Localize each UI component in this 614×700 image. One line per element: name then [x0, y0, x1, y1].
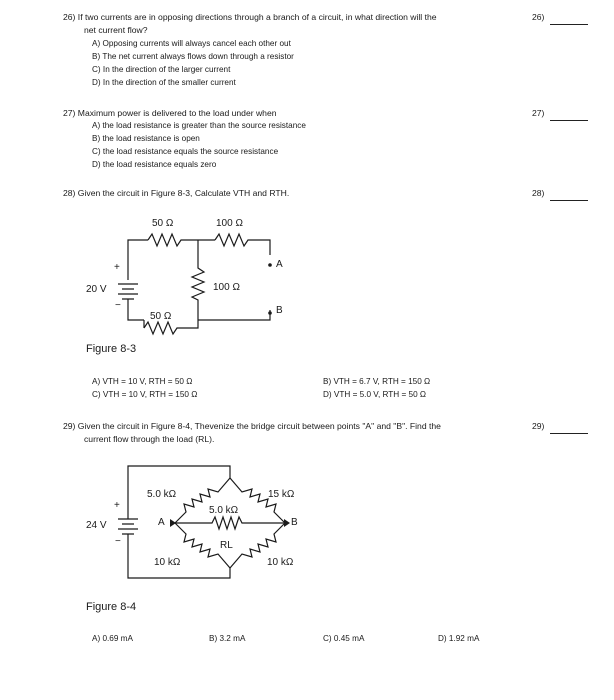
- fig84-label-5k-load: 5.0 kΩ: [209, 505, 239, 516]
- fig84-node-b: B: [291, 517, 298, 528]
- q29-option-d: D) 1.92 mA: [438, 634, 480, 643]
- fig83-plus: +: [114, 262, 120, 273]
- q29-stem-line2: current flow through the load (RL).: [84, 434, 215, 444]
- fig84-label-rl: RL: [220, 540, 233, 551]
- fig84-minus: −: [115, 536, 121, 547]
- fig83-source-label: 20 V: [86, 284, 107, 295]
- q27-option-a: A) the load resistance is greater than the source resistance: [92, 121, 306, 130]
- fig83-label-100-top: 100 Ω: [216, 218, 243, 229]
- q29-option-b: B) 3.2 mA: [209, 634, 246, 643]
- fig84-plus: +: [114, 500, 120, 511]
- q26-option-b: B) The net current always flows down through a resistor: [92, 52, 294, 61]
- q26-option-d: D) In the direction of the smaller current: [92, 78, 236, 87]
- q28-stem: 28) Given the circuit in Figure 8-3, Calculate VTH and RTH.: [63, 188, 290, 198]
- q26-stem-line2: net current flow?: [84, 25, 148, 35]
- fig84-source-label: 24 V: [86, 520, 107, 531]
- fig84-resistor-load: [175, 517, 285, 529]
- fig84-node-b-arrow: [284, 519, 290, 527]
- fig83-node-b: B: [276, 305, 283, 316]
- fig84-label-5k-top-left: 5.0 kΩ: [147, 489, 177, 500]
- fig84-node-a: A: [158, 517, 165, 528]
- q26-option-c: C) In the direction of the larger current: [92, 65, 231, 74]
- q28-option-b: B) VTH = 6.7 V, RTH = 150 Ω: [323, 377, 431, 386]
- q26-option-a: A) Opposing currents will always cancel each other out: [92, 39, 291, 48]
- fig84-resistor-15k-top-right: [230, 478, 285, 523]
- q29-stem-line1: 29) Given the circuit in Figure 8-4, Thevenize the bridge circuit between points "A" and "B". Find the: [63, 421, 441, 431]
- fig83-label-50-bottom: 50 Ω: [150, 311, 172, 322]
- q27-option-c: C) the load resistance equals the source resistance: [92, 147, 279, 156]
- fig83-node-a: A: [276, 259, 283, 270]
- q26-answer-number: 26): [532, 12, 545, 22]
- q29-option-a: A) 0.69 mA: [92, 634, 133, 643]
- q29-option-c: C) 0.45 mA: [323, 634, 365, 643]
- q26-stem-line1: 26) If two currents are in opposing directions through a branch of a circuit, in what direction will the: [63, 12, 437, 22]
- fig84-label-10k-bottom-left: 10 kΩ: [154, 557, 181, 568]
- fig83-minus: −: [115, 300, 121, 311]
- fig84-caption: Figure 8-4: [86, 601, 137, 613]
- q27-option-d: D) the load resistance equals zero: [92, 160, 217, 169]
- q28-answer-number: 28): [532, 188, 545, 198]
- q28-option-d: D) VTH = 5.0 V, RTH = 50 Ω: [323, 390, 427, 399]
- fig84-label-10k-bottom-right: 10 kΩ: [267, 557, 294, 568]
- fig84-label-15k-top-right: 15 kΩ: [268, 489, 295, 500]
- fig83-caption: Figure 8-3: [86, 343, 137, 355]
- q28-option-c: C) VTH = 10 V, RTH = 150 Ω: [92, 390, 198, 399]
- q29-answer-number: 29): [532, 421, 545, 431]
- fig83-label-100-middle: 100 Ω: [213, 282, 240, 293]
- q27-stem: 27) Maximum power is delivered to the load under when: [63, 108, 277, 118]
- fig84-node-a-arrow: [170, 519, 176, 527]
- fig83-label-50-top: 50 Ω: [152, 218, 174, 229]
- q27-answer-number: 27): [532, 108, 545, 118]
- q27-option-b: B) the load resistance is open: [92, 134, 200, 143]
- fig84-battery: [118, 519, 138, 534]
- fig84-resistor-5k-top-left: [175, 478, 230, 523]
- q28-option-a: A) VTH = 10 V, RTH = 50 Ω: [92, 377, 193, 386]
